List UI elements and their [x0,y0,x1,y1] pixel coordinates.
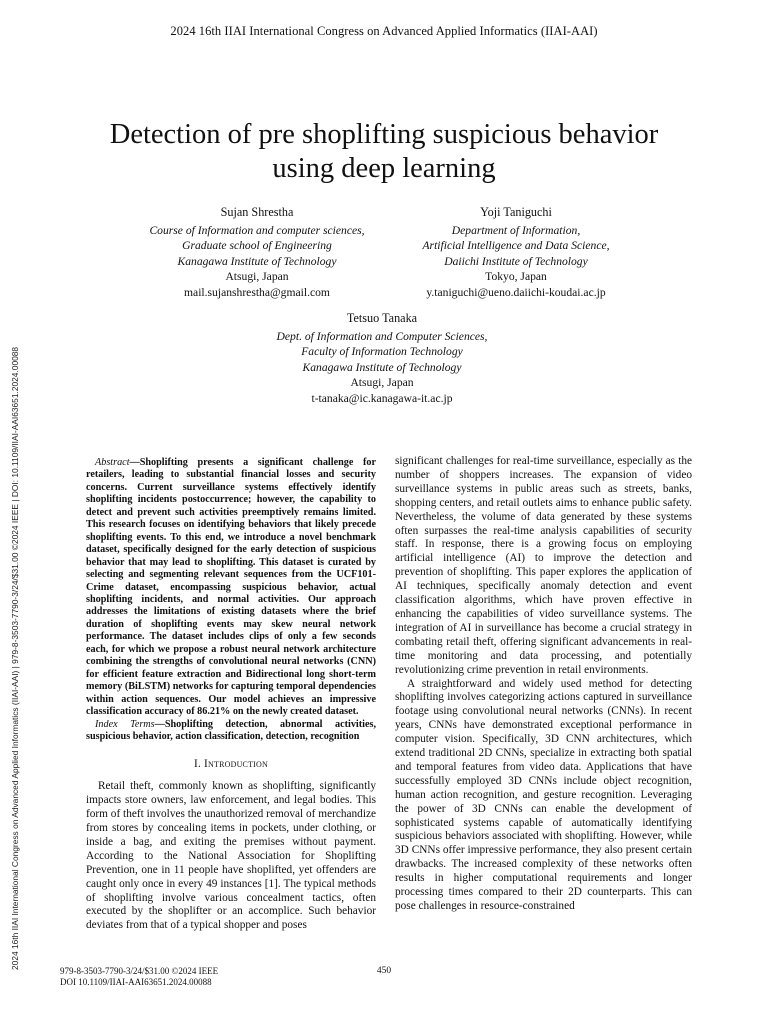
author-affiliation: Dept. of Information and Computer Sciences, [276,329,488,343]
author-location: Tokyo, Japan [485,270,547,283]
author-email: t-tanaka@ic.kanagawa-it.ac.jp [311,391,453,405]
left-column [86,457,376,933]
author-affiliation: Artificial Intelligence and Data Science, [422,239,610,252]
author-affiliation: Daiichi Institute of Technology [444,254,588,268]
author-affiliation: Kanagawa Institute of Technology [302,360,462,374]
footer-isbn: 979-8-3503-7790-3/24/$31.00 ©2024 IEEE [60,966,219,976]
author-affiliation: Graduate school of Engineering [182,239,332,252]
paper-title-line-2: using deep learning [272,153,496,184]
author-location: Atsugi, Japan [350,376,414,389]
index-terms-text: —Shoplifting detection, abnormal activities, suspicious behavior, action classification, detection, recognition [86,718,376,742]
author-affiliation: Kanagawa Institute of Technology [177,254,337,268]
conference-header: 2024 16th IIAI International Congress on Advanced Applied Informatics (IIAI-AAI) [170,24,598,38]
index-terms-lead: Index Terms [95,718,155,730]
section-title: Introduction [204,758,268,771]
author-block-1 [117,205,397,300]
author-location: Atsugi, Japan [225,270,289,283]
paper-title [60,118,708,186]
footer-doi: DOI 10.1109/IIAI-AAI63651.2024.00088 [60,977,212,987]
author-affiliation: Faculty of Information Technology [301,345,463,358]
footer-publication-info [60,966,218,988]
author-name: Yoji Taniguchi [480,205,552,219]
section-heading-introduction [86,758,376,772]
body-paragraph: significant challenges for real-time surveillance, especially as the number of shoppers increases. The expansion of video surveillance systems in public areas such as streets, banks, shopping centers, and retail outlets aims to enhance public safety. Nevertheless, the volume of data generated by these systems often surpasses the real-time analysis capabilities of security staff. In response, there is a growing focus on employing artificial intelligence (AI) to improve the detection and prevention of shoplifting. This paper explores the application of AI techniques, specifically anomaly detection and event classification algorithms, which have proven effective in enhancing the capabilities of video surveillance systems. The integration of AI in surveillance has become a crucial strategy in combating retail theft, offering significant advancements in real-time monitoring and data processing, and potentially revolutionizing crime prevention in retail environments. [395,455,692,676]
author-block-3 [232,311,532,406]
section-numeral: I. [194,758,202,771]
index-terms [86,719,376,744]
author-name: Tetsuo Tanaka [346,311,418,325]
author-affiliation: Course of Information and computer sciences, [149,223,365,237]
body-paragraph: A straightforward and widely used method for detecting shoplifting involves categorizing actions captured in surveillance footage using convolutional neural networks (CNNs). In recent years, CNNs have demonstrated exceptional performance in computer vision. Specifically, 3D CNN architectures, which extend traditional 2D CNNs, specialize in extracting both spatial and temporal features from video data. Applications that have successfully employed 3D CNNs include object recognition, human action recognition, and gesture recognition. Leveraging the power of 3D CNNs can enable the development of sophisticated systems capable of automatically identifying suspicious behaviors associated with shoplifting. However, while 3D CNNs offer impressive performance, they also present certain drawbacks. The increased complexity of these networks often results in higher computational requirements and longer processing times compared to their 2D counterparts. This can pose challenges in resource-constrained [395,677,692,912]
author-name: Sujan Shrestha [220,205,294,219]
author-email: mail.sujanshrestha@gmail.com [184,285,330,299]
abstract-text: —Shoplifting presents a significant challenge for retailers, leading to substantial financial losses and security concerns. Current surveillance systems effectively identify shoplifting incidents postoccurrence; however, the capability to detect and prevent such activities preemptively remains limited. This research focuses on identifying behaviors that likely precede shoplifting events. To this end, we introduce a novel benchmark dataset, specifically designed for the early detection of suspicious behavior that may lead to shoplifting. This dataset is curated by selecting and segmenting relevant sequences from the UCF101-Crime dataset, encompassing suspicious behavior, actual shoplifting incidents, and normal activities. Our approach addresses the limitations of existing datasets where the brief duration of shoplifting events may skew neural network performance. The dataset includes clips of only a few seconds each, for which we propose a robust neural network architecture combining the strengths of convolutional neural networks (CNN) for efficient feature extraction and Bidirectional long short-term memory (BiLSTM) networks for capturing temporal dependencies within action sequences. Our model achieves an impressive classification accuracy of 86.21% on the newly created dataset. [86,457,376,718]
author-block-2 [376,205,656,300]
author-email: y.taniguchi@ueno.daiichi-koudai.ac.jp [426,285,606,299]
abstract [86,457,376,719]
side-publication-strip: 2024 16th IIAI International Congress on Advanced Applied Informatics (IIAI-AAI) | 979-8-3503-7790-3/24/$31.00 ©2024 IEEE | DOI: 10.1109/IIAI-AAI63651.2024.00088 [10,346,20,970]
intro-paragraph: Retail theft, commonly known as shoplifting, significantly impacts store owners, law enforcement, and legal bodies. This form of theft involves the unauthorized removal of merchandize from stores by concealing items in pockets, under clothing, or inside a bag, and exiting the premises without payment. According to the National Association for Shoplifting Prevention, one in 11 people have shoplifted, yet offenders are caught only once in every 49 instances [1]. The typical methods of shoplifting involve various concealment tactics, often executed by the shoplifter or an accomplice. Such behavior deviates from that of a typical shopper and poses [86,780,376,932]
abstract-lead: Abstract [95,457,130,468]
page-number: 450 [376,966,392,976]
author-affiliation: Department of Information, [451,223,581,237]
right-column [395,455,692,914]
paper-title-line-1: Detection of pre shoplifting suspicious behavior [109,119,659,150]
